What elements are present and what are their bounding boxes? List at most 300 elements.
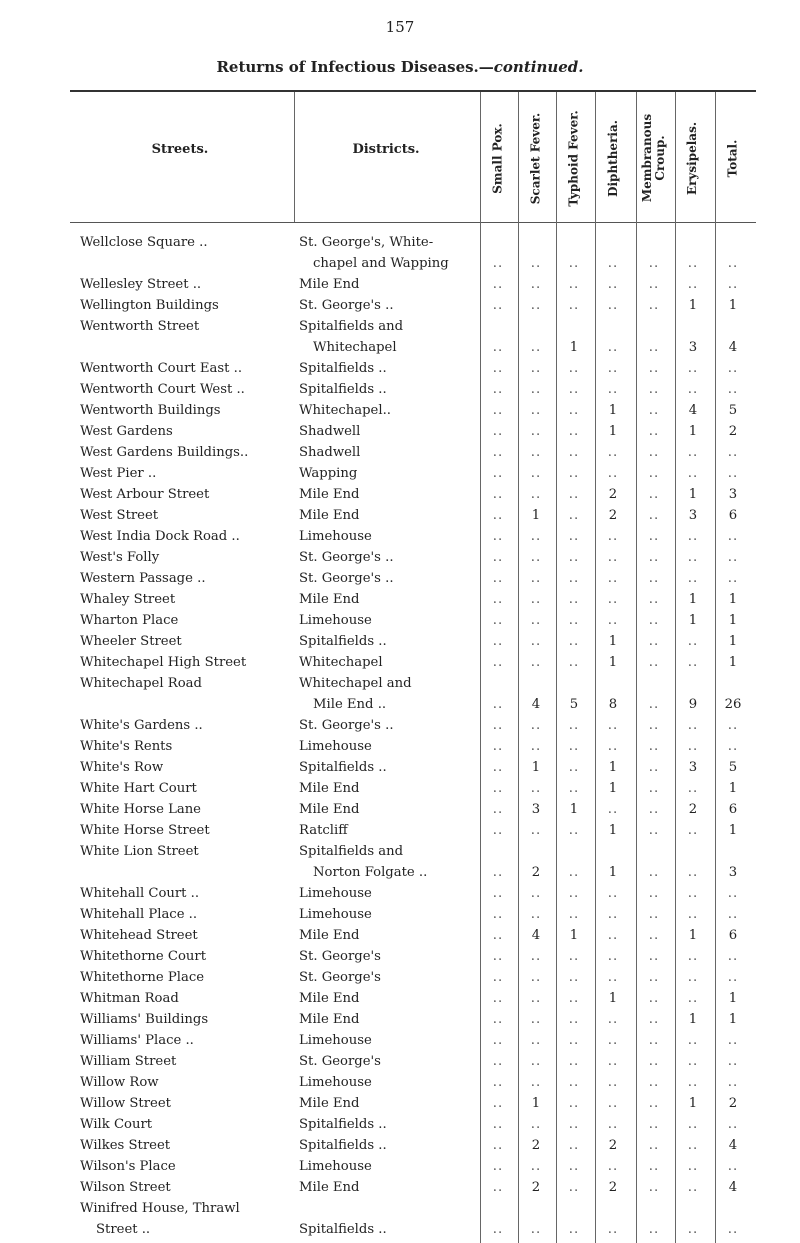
table-row — [0, 781, 800, 802]
street-name: Wilson's Place — [80, 1159, 176, 1174]
district-name: Spitalfields .. — [299, 382, 387, 397]
cell-diphtheria: .. — [607, 949, 619, 964]
district-name: St. George's — [299, 949, 381, 964]
cell-typhoid-fever: 5 — [569, 697, 579, 712]
cell-total: .. — [727, 550, 739, 565]
cell-diphtheria: .. — [607, 1222, 619, 1237]
cell-diphtheria: .. — [607, 928, 619, 943]
table-row — [0, 1075, 800, 1096]
cell-membranous-croup: .. — [648, 508, 660, 523]
district-name: Spitalfields .. — [299, 634, 387, 649]
cell-membranous-croup: .. — [648, 634, 660, 649]
district-name: Limehouse — [299, 529, 372, 544]
header-membranous-croup-label: Membranous Croup. — [640, 113, 667, 203]
cell-erysipelas: .. — [687, 466, 699, 481]
district-name: Spitalfields .. — [299, 760, 387, 775]
table-row — [0, 403, 800, 424]
cell-total: 1 — [728, 592, 738, 607]
cell-erysipelas: 1 — [688, 298, 698, 313]
cell-scarlet-fever: .. — [530, 1075, 542, 1090]
cell-scarlet-fever: .. — [530, 340, 542, 355]
street-name: Willow Street — [80, 1096, 171, 1111]
table-row — [0, 277, 800, 298]
cell-scarlet-fever: .. — [530, 781, 542, 796]
district-name: St. George's, White- — [299, 235, 434, 250]
cell-diphtheria: .. — [607, 361, 619, 376]
table-body — [0, 235, 800, 1243]
cell-scarlet-fever: .. — [530, 739, 542, 754]
cell-scarlet-fever: .. — [530, 718, 542, 733]
district-name: Whitechapel and — [299, 676, 412, 691]
cell-typhoid-fever: 1 — [569, 340, 579, 355]
cell-diphtheria: .. — [607, 1117, 619, 1132]
cell-erysipelas: .. — [687, 949, 699, 964]
cell-diphtheria: .. — [607, 802, 619, 817]
cell-diphtheria: .. — [607, 1012, 619, 1027]
cell-erysipelas: 1 — [688, 928, 698, 943]
cell-membranous-croup: .. — [648, 970, 660, 985]
cell-scarlet-fever: .. — [530, 592, 542, 607]
cell-total: .. — [727, 529, 739, 544]
table-row — [0, 1159, 800, 1180]
cell-erysipelas: 4 — [688, 403, 698, 418]
cell-erysipelas: .. — [687, 361, 699, 376]
cell-typhoid-fever: .. — [568, 529, 580, 544]
header-membranous-croup — [636, 98, 672, 218]
header-small-pox — [480, 98, 516, 218]
cell-scarlet-fever: 1 — [531, 1096, 541, 1111]
cell-membranous-croup: .. — [648, 298, 660, 313]
cell-scarlet-fever: .. — [530, 907, 542, 922]
cell-typhoid-fever: .. — [568, 424, 580, 439]
cell-diphtheria: .. — [607, 739, 619, 754]
table-row — [0, 844, 800, 886]
cell-total: .. — [727, 886, 739, 901]
cell-scarlet-fever: .. — [530, 970, 542, 985]
street-name: White's Row — [80, 760, 164, 775]
cell-scarlet-fever: .. — [530, 466, 542, 481]
cell-scarlet-fever: 2 — [531, 1138, 541, 1153]
cell-total: 3 — [728, 865, 738, 880]
cell-membranous-croup: .. — [648, 529, 660, 544]
cell-typhoid-fever: .. — [568, 991, 580, 1006]
district-name: Wapping — [299, 466, 358, 481]
cell-small-pox: .. — [492, 802, 504, 817]
street-name: Wentworth Court East .. — [80, 361, 243, 376]
cell-erysipelas: .. — [687, 1117, 699, 1132]
cell-diphtheria: 1 — [608, 424, 618, 439]
table-row — [0, 676, 800, 718]
header-typhoid-fever-label: Typhoid Fever. — [566, 109, 581, 207]
cell-membranous-croup: .. — [648, 361, 660, 376]
cell-small-pox: .. — [492, 1033, 504, 1048]
street-name: Wentworth Street — [80, 319, 200, 334]
cell-typhoid-fever: .. — [568, 592, 580, 607]
table-row — [0, 1033, 800, 1054]
header-erysipelas — [675, 98, 711, 218]
header-scarlet-fever-label: Scarlet Fever. — [528, 112, 543, 204]
street-name: Winifred House, Thrawl — [80, 1201, 240, 1216]
table-row — [0, 1117, 800, 1138]
cell-erysipelas: .. — [687, 1222, 699, 1237]
table-row — [0, 991, 800, 1012]
cell-erysipelas: .. — [687, 865, 699, 880]
cell-scarlet-fever: .. — [530, 949, 542, 964]
cell-scarlet-fever: .. — [530, 256, 542, 271]
cell-membranous-croup: .. — [648, 1054, 660, 1069]
street-name: Wilson Street — [80, 1180, 171, 1195]
cell-scarlet-fever: .. — [530, 1222, 542, 1237]
district-name: Limehouse — [299, 1033, 372, 1048]
cell-diphtheria: 2 — [608, 1138, 618, 1153]
cell-scarlet-fever: 2 — [531, 1180, 541, 1195]
cell-scarlet-fever: .. — [530, 655, 542, 670]
cell-small-pox: .. — [492, 445, 504, 460]
cell-diphtheria: .. — [607, 466, 619, 481]
cell-typhoid-fever: .. — [568, 655, 580, 670]
district-name: Spitalfields .. — [299, 361, 387, 376]
cell-erysipelas: .. — [687, 823, 699, 838]
cell-diphtheria: .. — [607, 298, 619, 313]
cell-diphtheria: .. — [607, 277, 619, 292]
cell-scarlet-fever: .. — [530, 487, 542, 502]
cell-total: 6 — [728, 802, 738, 817]
cell-total: 1 — [728, 991, 738, 1006]
cell-total: 1 — [728, 634, 738, 649]
street-name: White's Rents — [80, 739, 173, 754]
cell-diphtheria: 2 — [608, 1180, 618, 1195]
street-name: Wheeler Street — [80, 634, 182, 649]
street-name: Whitehall Court .. — [80, 886, 200, 901]
cell-total: .. — [727, 1222, 739, 1237]
cell-scarlet-fever: .. — [530, 991, 542, 1006]
cell-small-pox: .. — [492, 739, 504, 754]
cell-typhoid-fever: .. — [568, 781, 580, 796]
district-name: Limehouse — [299, 739, 372, 754]
cell-small-pox: .. — [492, 886, 504, 901]
cell-typhoid-fever: .. — [568, 1054, 580, 1069]
street-name: West Arbour Street — [80, 487, 210, 502]
district-name-continued: Spitalfields .. — [299, 1222, 387, 1237]
cell-scarlet-fever: .. — [530, 529, 542, 544]
street-name: Wentworth Court West .. — [80, 382, 245, 397]
district-name-continued: Norton Folgate .. — [313, 865, 428, 880]
cell-scarlet-fever: .. — [530, 634, 542, 649]
cell-erysipelas: .. — [687, 634, 699, 649]
cell-erysipelas: .. — [687, 256, 699, 271]
street-name: White Hart Court — [80, 781, 197, 796]
cell-membranous-croup: .. — [648, 1075, 660, 1090]
district-name: St. George's .. — [299, 298, 394, 313]
cell-diphtheria: 1 — [608, 655, 618, 670]
cell-diphtheria: .. — [607, 1096, 619, 1111]
street-name-continued: Street .. — [96, 1222, 151, 1237]
column-divider — [294, 92, 295, 222]
cell-typhoid-fever: .. — [568, 550, 580, 565]
cell-total: 6 — [728, 508, 738, 523]
cell-typhoid-fever: .. — [568, 571, 580, 586]
cell-membranous-croup: .. — [648, 424, 660, 439]
cell-membranous-croup: .. — [648, 1033, 660, 1048]
cell-diphtheria: 2 — [608, 508, 618, 523]
cell-total: .. — [727, 466, 739, 481]
table-row — [0, 634, 800, 655]
cell-membranous-croup: .. — [648, 655, 660, 670]
cell-membranous-croup: .. — [648, 487, 660, 502]
table-row — [0, 298, 800, 319]
district-name: Shadwell — [299, 445, 361, 460]
cell-erysipelas: 1 — [688, 487, 698, 502]
street-name: White's Gardens .. — [80, 718, 203, 733]
cell-small-pox: .. — [492, 697, 504, 712]
street-name: Whitethorne Court — [80, 949, 207, 964]
cell-total: 5 — [728, 760, 738, 775]
cell-small-pox: .. — [492, 1054, 504, 1069]
cell-small-pox: .. — [492, 403, 504, 418]
cell-small-pox: .. — [492, 529, 504, 544]
table-row — [0, 886, 800, 907]
table-row — [0, 571, 800, 592]
cell-small-pox: .. — [492, 487, 504, 502]
cell-total: .. — [727, 1159, 739, 1174]
cell-small-pox: .. — [492, 424, 504, 439]
cell-scarlet-fever: .. — [530, 613, 542, 628]
cell-small-pox: .. — [492, 1180, 504, 1195]
street-name: White Horse Lane — [80, 802, 201, 817]
cell-small-pox: .. — [492, 277, 504, 292]
street-name: Williams' Buildings — [80, 1012, 209, 1027]
page-number: 157 — [385, 18, 415, 36]
street-name: Wellesley Street .. — [80, 277, 202, 292]
district-name: Limehouse — [299, 907, 372, 922]
cell-erysipelas: 2 — [688, 802, 698, 817]
district-name: Spitalfields and — [299, 844, 404, 859]
cell-small-pox: .. — [492, 550, 504, 565]
street-name: Whitehead Street — [80, 928, 198, 943]
header-total — [715, 98, 751, 218]
cell-diphtheria: 8 — [608, 697, 618, 712]
district-name: Ratcliff — [299, 823, 348, 838]
cell-scarlet-fever: .. — [530, 277, 542, 292]
cell-diphtheria: 1 — [608, 403, 618, 418]
cell-diphtheria: .. — [607, 970, 619, 985]
table-row — [0, 382, 800, 403]
cell-scarlet-fever: .. — [530, 424, 542, 439]
cell-total: .. — [727, 739, 739, 754]
cell-typhoid-fever: .. — [568, 865, 580, 880]
cell-small-pox: .. — [492, 718, 504, 733]
cell-total: .. — [727, 382, 739, 397]
cell-membranous-croup: .. — [648, 340, 660, 355]
cell-membranous-croup: .. — [648, 403, 660, 418]
cell-total: .. — [727, 1033, 739, 1048]
cell-diphtheria: 1 — [608, 781, 618, 796]
cell-membranous-croup: .. — [648, 466, 660, 481]
street-name: Whaley Street — [80, 592, 176, 607]
cell-small-pox: .. — [492, 340, 504, 355]
district-name: St. George's .. — [299, 571, 394, 586]
cell-erysipelas: .. — [687, 1138, 699, 1153]
table-row — [0, 361, 800, 382]
cell-total: 3 — [728, 487, 738, 502]
cell-erysipelas: .. — [687, 1033, 699, 1048]
header-diphtheria — [595, 98, 631, 218]
cell-small-pox: .. — [492, 760, 504, 775]
district-name: Spitalfields .. — [299, 1138, 387, 1153]
cell-typhoid-fever: .. — [568, 1096, 580, 1111]
cell-typhoid-fever: .. — [568, 886, 580, 901]
cell-diphtheria: 1 — [608, 823, 618, 838]
district-name: Mile End — [299, 928, 360, 943]
cell-small-pox: .. — [492, 781, 504, 796]
street-name: Whitechapel Road — [80, 676, 202, 691]
cell-scarlet-fever: .. — [530, 550, 542, 565]
cell-total: 26 — [724, 697, 742, 712]
cell-total: .. — [727, 907, 739, 922]
table-row — [0, 487, 800, 508]
street-name: West Pier .. — [80, 466, 157, 481]
header-scarlet-fever — [518, 98, 554, 218]
cell-erysipelas: .. — [687, 571, 699, 586]
table-row — [0, 928, 800, 949]
cell-small-pox: .. — [492, 991, 504, 1006]
cell-scarlet-fever: .. — [530, 445, 542, 460]
cell-erysipelas: .. — [687, 718, 699, 733]
cell-membranous-croup: .. — [648, 550, 660, 565]
cell-erysipelas: .. — [687, 382, 699, 397]
cell-total: 2 — [728, 424, 738, 439]
cell-scarlet-fever: .. — [530, 1033, 542, 1048]
table-row — [0, 529, 800, 550]
district-name: Spitalfields and — [299, 319, 404, 334]
table-header-rule — [70, 222, 756, 223]
cell-small-pox: .. — [492, 655, 504, 670]
cell-total: 1 — [728, 298, 738, 313]
cell-small-pox: .. — [492, 1012, 504, 1027]
cell-erysipelas: .. — [687, 529, 699, 544]
cell-membranous-croup: .. — [648, 1159, 660, 1174]
cell-typhoid-fever: .. — [568, 256, 580, 271]
cell-scarlet-fever: 4 — [531, 928, 541, 943]
cell-scarlet-fever: .. — [530, 382, 542, 397]
table-row — [0, 1012, 800, 1033]
cell-scarlet-fever: 3 — [531, 802, 541, 817]
cell-diphtheria: .. — [607, 445, 619, 460]
table-row — [0, 739, 800, 760]
cell-erysipelas: 1 — [688, 613, 698, 628]
cell-membranous-croup: .. — [648, 382, 660, 397]
street-name: William Street — [80, 1054, 177, 1069]
table-row — [0, 235, 800, 277]
cell-typhoid-fever: .. — [568, 1117, 580, 1132]
cell-total: .. — [727, 571, 739, 586]
cell-membranous-croup: .. — [648, 1180, 660, 1195]
cell-small-pox: .. — [492, 571, 504, 586]
cell-total: .. — [727, 277, 739, 292]
cell-membranous-croup: .. — [648, 991, 660, 1006]
cell-erysipelas: .. — [687, 886, 699, 901]
cell-typhoid-fever: .. — [568, 1159, 580, 1174]
cell-scarlet-fever: .. — [530, 1117, 542, 1132]
cell-scarlet-fever: .. — [530, 361, 542, 376]
cell-typhoid-fever: .. — [568, 361, 580, 376]
cell-total: .. — [727, 361, 739, 376]
cell-membranous-croup: .. — [648, 865, 660, 880]
cell-erysipelas: .. — [687, 1075, 699, 1090]
cell-erysipelas: .. — [687, 991, 699, 1006]
cell-small-pox: .. — [492, 1096, 504, 1111]
cell-membranous-croup: .. — [648, 256, 660, 271]
district-name: Limehouse — [299, 1075, 372, 1090]
cell-diphtheria: .. — [607, 550, 619, 565]
cell-membranous-croup: .. — [648, 739, 660, 754]
cell-diphtheria: 1 — [608, 634, 618, 649]
district-name: St. George's .. — [299, 718, 394, 733]
table-row — [0, 655, 800, 676]
cell-typhoid-fever: .. — [568, 613, 580, 628]
cell-typhoid-fever: .. — [568, 949, 580, 964]
cell-erysipelas: .. — [687, 445, 699, 460]
cell-membranous-croup: .. — [648, 1096, 660, 1111]
cell-membranous-croup: .. — [648, 277, 660, 292]
cell-small-pox: .. — [492, 256, 504, 271]
cell-membranous-croup: .. — [648, 823, 660, 838]
table-row — [0, 466, 800, 487]
cell-membranous-croup: .. — [648, 949, 660, 964]
cell-total: 6 — [728, 928, 738, 943]
district-name: Mile End — [299, 1180, 360, 1195]
cell-typhoid-fever: .. — [568, 403, 580, 418]
cell-typhoid-fever: 1 — [569, 802, 579, 817]
cell-diphtheria: .. — [607, 571, 619, 586]
cell-total: 5 — [728, 403, 738, 418]
cell-typhoid-fever: .. — [568, 508, 580, 523]
cell-diphtheria: 1 — [608, 760, 618, 775]
street-name: White Horse Street — [80, 823, 210, 838]
street-name: West's Folly — [80, 550, 160, 565]
cell-typhoid-fever: .. — [568, 445, 580, 460]
cell-typhoid-fever: .. — [568, 907, 580, 922]
cell-diphtheria: .. — [607, 718, 619, 733]
cell-typhoid-fever: .. — [568, 298, 580, 313]
district-name: Limehouse — [299, 1159, 372, 1174]
cell-scarlet-fever: .. — [530, 1054, 542, 1069]
table-row — [0, 907, 800, 928]
cell-typhoid-fever: 1 — [569, 928, 579, 943]
cell-diphtheria: .. — [607, 340, 619, 355]
header-districts: Districts. — [352, 142, 420, 157]
cell-total: .. — [727, 970, 739, 985]
cell-erysipelas: .. — [687, 907, 699, 922]
cell-scarlet-fever: .. — [530, 886, 542, 901]
street-name: West Street — [80, 508, 159, 523]
cell-scarlet-fever: 1 — [531, 508, 541, 523]
district-name: Whitechapel — [299, 655, 383, 670]
table-row — [0, 508, 800, 529]
cell-typhoid-fever: .. — [568, 1180, 580, 1195]
cell-small-pox: .. — [492, 1075, 504, 1090]
table-row — [0, 1138, 800, 1159]
cell-total: .. — [727, 1054, 739, 1069]
cell-total: .. — [727, 718, 739, 733]
street-name: West India Dock Road .. — [80, 529, 240, 544]
cell-scarlet-fever: .. — [530, 1012, 542, 1027]
cell-total: 2 — [728, 1096, 738, 1111]
table-row — [0, 550, 800, 571]
cell-membranous-croup: .. — [648, 592, 660, 607]
cell-typhoid-fever: .. — [568, 634, 580, 649]
cell-typhoid-fever: .. — [568, 718, 580, 733]
